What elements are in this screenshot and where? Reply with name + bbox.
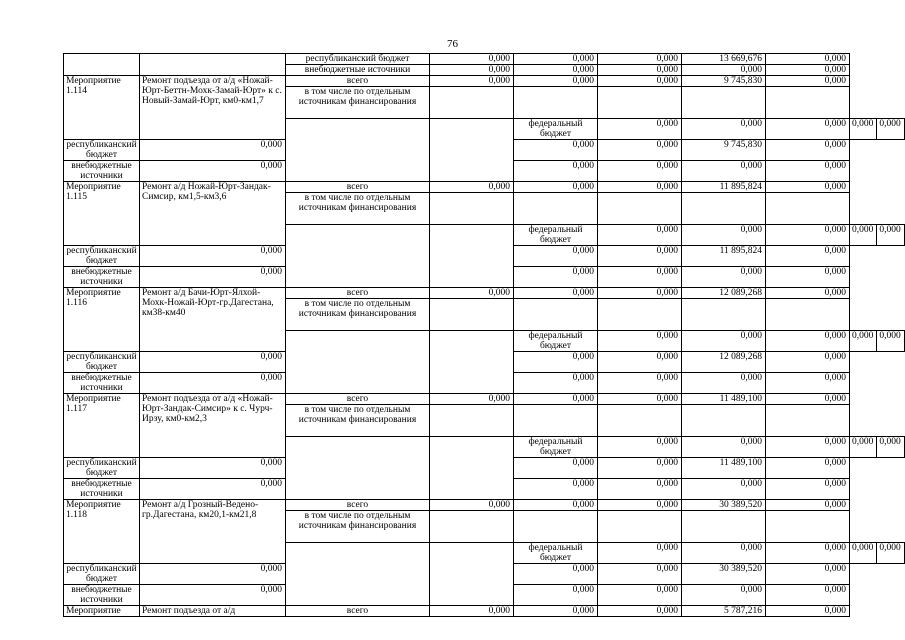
value-cell: 0,000 (598, 54, 682, 65)
table-row (64, 182, 905, 193)
value-cell: 0,000 (140, 140, 286, 161)
source-cell: федеральный бюджет (514, 331, 598, 352)
value-cell: 0,000 (514, 606, 598, 617)
source-cell: всего (286, 288, 430, 299)
value-cell: 0,000 (850, 119, 877, 140)
source-cell: республиканский бюджет (64, 458, 140, 479)
source-cell: всего (286, 76, 430, 87)
source-cell: республиканский бюджет (286, 54, 430, 65)
measure-name: Ремонт подъезда от а/д (140, 606, 286, 617)
empty-value-cell (598, 511, 682, 543)
source-cell: внебюджетные источники (64, 479, 140, 500)
page-number: 76 (447, 38, 458, 50)
value-cell: 0,000 (766, 161, 850, 182)
table-row (64, 606, 905, 617)
value-cell: 0,000 (598, 225, 682, 246)
value-cell: 0,000 (598, 564, 682, 585)
value-cell: 0,000 (598, 76, 682, 87)
empty-value-cell (682, 299, 766, 331)
empty-value-cell (766, 299, 850, 331)
value-cell: 0,000 (766, 373, 850, 394)
table-row (64, 288, 905, 299)
name-cell-empty (430, 331, 514, 394)
value-cell: 0,000 (877, 119, 904, 140)
value-cell: 0,000 (766, 479, 850, 500)
value-cell: 0,000 (766, 331, 850, 352)
value-cell: 0,000 (514, 246, 598, 267)
empty-value-cell (430, 405, 514, 437)
value-cell: 11 489,100 (682, 458, 766, 479)
source-cell: всего (286, 182, 430, 193)
value-cell: 0,000 (682, 373, 766, 394)
value-cell: 0,000 (598, 267, 682, 288)
empty-value-cell (598, 193, 682, 225)
value-cell: 0,000 (430, 606, 514, 617)
value-cell: 0,000 (598, 437, 682, 458)
source-cell: в том числе по отдельным источникам финансирования (286, 193, 430, 225)
value-cell: 0,000 (598, 161, 682, 182)
value-cell: 0,000 (598, 500, 682, 511)
measure-name: Ремонт подъезда от а/д «Ножай-Юрт-Беттн-Мохк-Замай-Юрт» к с. Новый-Замай-Юрт, км0-км1,7 (140, 76, 286, 140)
value-cell: 0,000 (766, 76, 850, 87)
value-cell: 0,000 (766, 437, 850, 458)
value-cell: 0,000 (598, 394, 682, 405)
value-cell: 0,000 (514, 54, 598, 65)
value-cell: 0,000 (682, 543, 766, 564)
value-cell: 0,000 (514, 479, 598, 500)
value-cell: 0,000 (682, 65, 766, 76)
value-cell: 0,000 (766, 543, 850, 564)
empty-value-cell (430, 299, 514, 331)
value-cell: 0,000 (430, 54, 514, 65)
value-cell: 0,000 (430, 76, 514, 87)
value-cell: 0,000 (514, 564, 598, 585)
value-cell: 0,000 (430, 65, 514, 76)
name-cell-empty (430, 225, 514, 288)
name-cell-empty (430, 437, 514, 500)
source-cell: федеральный бюджет (514, 543, 598, 564)
value-cell: 11 489,100 (682, 394, 766, 405)
value-cell: 0,000 (850, 225, 877, 246)
empty-value-cell (598, 299, 682, 331)
value-cell: 0,000 (766, 500, 850, 511)
source-cell: республиканский бюджет (64, 246, 140, 267)
value-cell: 0,000 (682, 267, 766, 288)
value-cell: 0,000 (514, 352, 598, 373)
source-cell: всего (286, 606, 430, 617)
source-cell: внебюджетные источники (64, 585, 140, 606)
value-cell: 0,000 (850, 543, 877, 564)
value-cell: 0,000 (682, 331, 766, 352)
value-cell: 12 089,268 (682, 288, 766, 299)
value-cell: 0,000 (430, 288, 514, 299)
value-cell: 0,000 (598, 331, 682, 352)
value-cell: 13 669,676 (682, 54, 766, 65)
value-cell: 0,000 (514, 288, 598, 299)
value-cell: 0,000 (598, 479, 682, 500)
source-cell: в том числе по отдельным источникам финансирования (286, 299, 430, 331)
table-row (64, 394, 905, 405)
value-cell: 0,000 (140, 585, 286, 606)
source-cell: внебюджетные источники (286, 65, 430, 76)
value-cell: 30 389,520 (682, 500, 766, 511)
value-cell: 0,000 (877, 437, 904, 458)
measure-id: Мероприятие 1.115 (64, 182, 140, 246)
source-cell: в том числе по отдельным источникам финансирования (286, 87, 430, 119)
value-cell: 0,000 (766, 65, 850, 76)
measure-name: Ремонт а/д Ножай-Юрт-Зандак-Симсир, км1,5-км3,6 (140, 182, 286, 246)
value-cell: 0,000 (514, 500, 598, 511)
empty-value-cell (514, 193, 598, 225)
value-cell: 0,000 (766, 394, 850, 405)
value-cell: 0,000 (514, 140, 598, 161)
value-cell: 11 895,824 (682, 182, 766, 193)
value-cell: 0,000 (430, 182, 514, 193)
id-cell-empty (286, 225, 430, 288)
value-cell: 0,000 (140, 161, 286, 182)
value-cell: 0,000 (514, 373, 598, 394)
value-cell: 0,000 (766, 458, 850, 479)
measure-name: Ремонт а/д Грозный-Ведено-гр.Дагестана, км20,1-км21,8 (140, 500, 286, 564)
value-cell: 0,000 (766, 288, 850, 299)
name-cell-empty (430, 119, 514, 182)
value-cell: 0,000 (682, 479, 766, 500)
empty-value-cell (766, 193, 850, 225)
value-cell: 0,000 (140, 458, 286, 479)
empty-value-cell (682, 511, 766, 543)
id-cell-empty (286, 437, 430, 500)
value-cell: 0,000 (598, 373, 682, 394)
value-cell: 0,000 (140, 564, 286, 585)
value-cell: 0,000 (598, 65, 682, 76)
value-cell: 0,000 (766, 119, 850, 140)
value-cell: 0,000 (140, 267, 286, 288)
finance-table (63, 53, 905, 617)
empty-value-cell (514, 299, 598, 331)
measure-name: Ремонт а/д Бачи-Юрт-Ялхой-Мохк-Ножай-Юрт-гр.Дагестана, км38-км40 (140, 288, 286, 352)
value-cell: 0,000 (598, 606, 682, 617)
source-cell: в том числе по отдельным источникам финансирования (286, 511, 430, 543)
id-cell-empty (64, 54, 140, 76)
id-cell-empty (286, 543, 430, 606)
value-cell: 0,000 (598, 182, 682, 193)
table-row (64, 76, 905, 87)
value-cell: 0,000 (598, 458, 682, 479)
value-cell: 0,000 (598, 119, 682, 140)
value-cell: 0,000 (514, 161, 598, 182)
value-cell: 0,000 (766, 225, 850, 246)
value-cell: 0,000 (514, 394, 598, 405)
value-cell: 0,000 (140, 352, 286, 373)
value-cell: 30 389,520 (682, 564, 766, 585)
value-cell: 0,000 (682, 119, 766, 140)
source-cell: республиканский бюджет (64, 352, 140, 373)
value-cell: 0,000 (766, 564, 850, 585)
value-cell: 0,000 (598, 585, 682, 606)
source-cell: федеральный бюджет (514, 119, 598, 140)
value-cell: 0,000 (514, 76, 598, 87)
empty-value-cell (766, 405, 850, 437)
source-cell: внебюджетные источники (64, 161, 140, 182)
value-cell: 0,000 (766, 246, 850, 267)
value-cell: 0,000 (682, 225, 766, 246)
value-cell: 0,000 (514, 458, 598, 479)
value-cell: 5 787,216 (682, 606, 766, 617)
value-cell: 0,000 (140, 246, 286, 267)
value-cell: 0,000 (766, 54, 850, 65)
source-cell: внебюджетные источники (64, 373, 140, 394)
source-cell: республиканский бюджет (64, 140, 140, 161)
value-cell: 0,000 (766, 352, 850, 373)
empty-value-cell (514, 511, 598, 543)
measure-id: Мероприятие 1.116 (64, 288, 140, 352)
source-cell: в том числе по отдельным источникам финансирования (286, 405, 430, 437)
measure-id: Мероприятие 1.117 (64, 394, 140, 458)
value-cell: 0,000 (598, 288, 682, 299)
value-cell: 9 745,830 (682, 140, 766, 161)
table-row (64, 500, 905, 511)
source-cell: всего (286, 394, 430, 405)
source-cell: федеральный бюджет (514, 225, 598, 246)
empty-value-cell (598, 87, 682, 119)
value-cell: 0,000 (850, 331, 877, 352)
empty-value-cell (514, 87, 598, 119)
source-cell: внебюджетные источники (64, 267, 140, 288)
value-cell: 0,000 (598, 543, 682, 564)
value-cell: 0,000 (766, 606, 850, 617)
empty-value-cell (682, 405, 766, 437)
value-cell: 0,000 (850, 437, 877, 458)
value-cell: 0,000 (430, 394, 514, 405)
value-cell: 0,000 (877, 331, 904, 352)
value-cell: 0,000 (682, 161, 766, 182)
name-cell-empty (140, 54, 286, 76)
value-cell: 0,000 (766, 585, 850, 606)
empty-value-cell (430, 87, 514, 119)
empty-value-cell (430, 193, 514, 225)
id-cell-empty (286, 331, 430, 394)
empty-value-cell (682, 193, 766, 225)
value-cell: 12 089,268 (682, 352, 766, 373)
empty-value-cell (598, 405, 682, 437)
measure-id: Мероприятие 1.118 (64, 500, 140, 564)
table-row (64, 54, 905, 65)
empty-value-cell (430, 511, 514, 543)
value-cell: 0,000 (682, 585, 766, 606)
value-cell: 0,000 (514, 267, 598, 288)
name-cell-empty (430, 543, 514, 606)
value-cell: 9 745,830 (682, 76, 766, 87)
value-cell: 0,000 (682, 437, 766, 458)
value-cell: 0,000 (766, 182, 850, 193)
value-cell: 0,000 (598, 352, 682, 373)
value-cell: 0,000 (877, 543, 904, 564)
empty-value-cell (682, 87, 766, 119)
value-cell: 0,000 (514, 585, 598, 606)
value-cell: 0,000 (514, 182, 598, 193)
value-cell: 0,000 (766, 267, 850, 288)
measure-id: Мероприятие 1.114 (64, 76, 140, 140)
value-cell: 0,000 (877, 225, 904, 246)
value-cell: 0,000 (514, 65, 598, 76)
measure-name: Ремонт подъезда от а/д «Ножай-Юрт-Зандак-Симсир» к с. Чурч-Ирзу, км0-км2,3 (140, 394, 286, 458)
empty-value-cell (766, 87, 850, 119)
source-cell: республиканский бюджет (64, 564, 140, 585)
value-cell: 0,000 (430, 500, 514, 511)
source-cell: федеральный бюджет (514, 437, 598, 458)
source-cell: всего (286, 500, 430, 511)
measure-id: Мероприятие (64, 606, 140, 617)
empty-value-cell (766, 511, 850, 543)
value-cell: 0,000 (766, 140, 850, 161)
empty-value-cell (514, 405, 598, 437)
value-cell: 0,000 (598, 246, 682, 267)
value-cell: 0,000 (140, 373, 286, 394)
id-cell-empty (286, 119, 430, 182)
value-cell: 0,000 (140, 479, 286, 500)
value-cell: 0,000 (598, 140, 682, 161)
value-cell: 11 895,824 (682, 246, 766, 267)
